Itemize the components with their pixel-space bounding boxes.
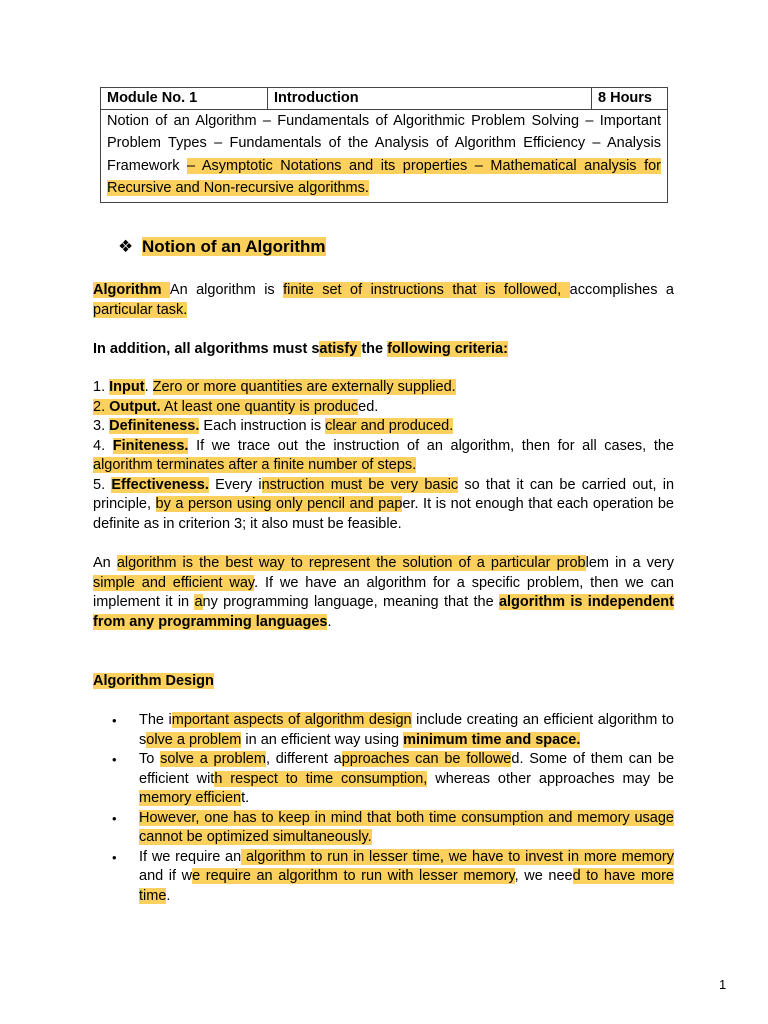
list-item [112, 711, 674, 750]
criteria-list [93, 378, 674, 534]
list-item [112, 750, 674, 809]
criterion-highlight: Zero or more quantities are externally supplied. [152, 379, 456, 395]
definition-text: An algorithm is [169, 282, 284, 298]
criterion-text: Each instruction is [199, 418, 326, 434]
definition-highlight: finite set of instructions that is followed, [283, 282, 570, 298]
criterion-text: ed. [358, 398, 379, 415]
definition-highlight: particular task. [93, 301, 188, 318]
criterion-finiteness [93, 437, 674, 476]
list-item [112, 809, 674, 848]
item-text: , we nee [514, 868, 573, 884]
paragraph-highlight: simple and efficient way [93, 574, 255, 591]
criterion-number: 5. [93, 476, 112, 493]
bullet-icon: • [112, 752, 117, 767]
item-text: t. [241, 790, 250, 806]
criterion-highlight: algorithm terminates after a finite number of steps. [93, 457, 417, 473]
criteria-intro-text: In addition, all algorithms must s [93, 341, 320, 357]
algorithm-paragraph [93, 554, 674, 632]
criterion-highlight: At least one quantity is produc [160, 398, 359, 415]
criterion-number: 1. [93, 379, 110, 395]
item-highlight: e require an algorithm to run with lesser memory [192, 868, 515, 884]
item-highlight: olve a problem [146, 731, 242, 748]
criterion-input [93, 378, 674, 398]
item-highlight: mportant aspects of algorithm design [171, 712, 412, 728]
design-heading-text: Algorithm Design [93, 673, 214, 689]
bullet-icon: • [112, 713, 117, 728]
criterion-text: so that it can be carried out, in principle, [93, 476, 675, 512]
item-highlight: However, one has to keep in mind that both time consumption and memory usage cannot be optimized simultaneously. [139, 809, 674, 845]
criterion-label: Effectiveness. [111, 476, 209, 493]
paragraph-highlight: algorithm is independent from any programming languages [93, 594, 674, 630]
criterion-highlight: nstruction must be very basic [261, 476, 459, 493]
page-number: 1 [719, 977, 727, 992]
criterion-label: Definiteness. [109, 418, 200, 434]
module-hours-cell: 8 Hours [592, 88, 668, 110]
design-list [112, 711, 674, 906]
module-topics-text: Notion of an Algorithm – Fundamentals of Algorithmic Problem Solving – Important Problem Types – Fundamentals of the Analysis of Algorithm Efficiency – Analysis Framework [107, 112, 661, 174]
criterion-number: 3. [93, 418, 110, 434]
module-table [100, 87, 668, 203]
criterion-text: If we trace out the instruction of an algorithm, then for all cases, the [188, 437, 674, 454]
criterion-label: Finiteness. [112, 437, 189, 454]
item-highlight: pproaches can be followe [341, 751, 512, 767]
bullet-icon: • [112, 810, 117, 826]
module-number-cell: Module No. 1 [101, 88, 268, 110]
module-topics-cell [101, 109, 668, 202]
module-table-header-row [101, 88, 668, 110]
item-text: d. Some of them can be efficient wit [139, 751, 675, 787]
criterion-output [93, 398, 674, 418]
definition-term: Algorithm [93, 282, 170, 298]
paragraph-text: . If we have an algorithm for a specific problem, then we can implement it in [93, 574, 674, 610]
module-topics-highlight: – Asymptotic Notations and its properties – Mathematical analysis for Recursive and Non-recursive algorithms. [107, 157, 661, 196]
paragraph-text: An [93, 555, 117, 571]
item-text: To [139, 751, 161, 767]
item-highlight: algorithm to run in lesser time, we have to invest in more memory [241, 848, 674, 865]
item-highlight: memory efficien [139, 790, 242, 806]
criterion-text: er. It is not enough that each operation be definite as in criterion 3; it also must be feasible. [93, 496, 674, 532]
item-text: . [166, 887, 171, 904]
paragraph-text: . [327, 613, 332, 630]
section-heading [118, 237, 326, 257]
definition-text: accomplishes a [569, 282, 674, 298]
module-title-cell: Introduction [268, 88, 592, 110]
item-text: , different a [265, 751, 342, 767]
criterion-definiteness [93, 417, 674, 437]
paragraph-highlight: algorithm is the best way to represent the solution of a particular prob [116, 555, 586, 571]
item-highlight: h respect to time consumption, [214, 770, 428, 787]
item-highlight: d to have more time [139, 868, 674, 904]
criterion-number: 2. [93, 398, 110, 415]
algorithm-definition [93, 281, 674, 320]
item-highlight: solve a problem [160, 751, 266, 767]
bullet-icon: • [112, 849, 117, 865]
criteria-intro [93, 340, 674, 360]
item-text: If we require an [139, 848, 242, 865]
criteria-intro-highlight: atisfy [319, 341, 362, 357]
criteria-intro-text: the [361, 341, 388, 357]
item-highlight: minimum time and space. [403, 731, 581, 748]
criterion-highlight: clear and produced. [325, 418, 454, 434]
diamond-bullet-icon: ❖ [118, 237, 134, 256]
list-item [112, 848, 674, 907]
paragraph-highlight: a [194, 594, 203, 610]
criterion-label: Output. [109, 398, 161, 415]
module-topics-row [101, 109, 668, 202]
criterion-text: Every i [208, 476, 262, 493]
item-text: in an efficient way using [241, 731, 404, 748]
criterion-number: 4. [93, 437, 113, 454]
item-text: and if w [139, 868, 193, 884]
criterion-text: . [144, 379, 153, 395]
criterion-highlight: by a person using only pencil and pap [155, 496, 403, 512]
item-text: whereas other approaches may be [427, 770, 674, 787]
paragraph-text: lem in a very [585, 555, 674, 571]
criteria-intro-highlight: following criteria: [387, 341, 508, 357]
paragraph-text: ny programming language, meaning that the [202, 594, 499, 610]
criterion-effectiveness [93, 476, 674, 535]
algorithm-design-heading [93, 672, 674, 692]
item-text: The i [139, 712, 172, 728]
item-text: include creating an efficient algorithm to s [139, 712, 674, 748]
section-title: Notion of an Algorithm [141, 237, 326, 256]
criterion-label: Input [109, 379, 145, 395]
